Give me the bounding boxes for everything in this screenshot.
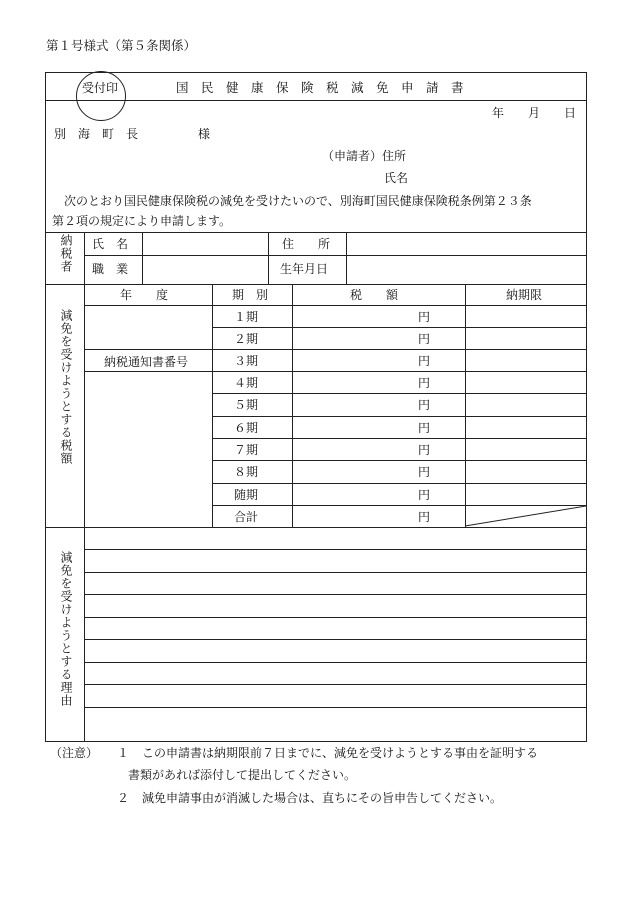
tax-period-label: １期 bbox=[234, 310, 259, 324]
yen-unit: 円 bbox=[418, 398, 431, 412]
yen-unit: 円 bbox=[418, 510, 431, 524]
form-number: 第１号様式（第５条関係） bbox=[46, 38, 197, 53]
form-title: 国 民 健 康 保 険 税 減 免 申 請 書 bbox=[176, 80, 464, 95]
note-1-number: １ bbox=[117, 746, 130, 760]
occupation-label: 職 業 bbox=[92, 262, 129, 276]
birthdate-label: 生年月日 bbox=[280, 262, 329, 276]
tax-period-label: ５期 bbox=[234, 398, 259, 412]
taxpayer-mid-line bbox=[84, 255, 586, 256]
yen-unit: 円 bbox=[418, 443, 431, 457]
yen-unit: 円 bbox=[418, 376, 431, 390]
yen-unit: 円 bbox=[418, 354, 431, 368]
taxpayer-top-line bbox=[46, 232, 586, 233]
tax-section-top-line bbox=[46, 284, 586, 285]
reason-line bbox=[84, 639, 586, 640]
note-2-text: 減免申請事由が消滅した場合は、直ちにその旨申告してください。 bbox=[142, 791, 503, 805]
tax-period-label: ４期 bbox=[234, 376, 259, 390]
reason-line bbox=[84, 617, 586, 618]
tax-period-label: ３期 bbox=[234, 354, 259, 368]
title-divider bbox=[46, 100, 586, 101]
address-label: 住 所 bbox=[282, 237, 331, 251]
yen-unit: 円 bbox=[418, 310, 431, 324]
tax-period-label: 合計 bbox=[234, 510, 259, 524]
tax-period-label: ６期 bbox=[234, 421, 259, 435]
tax-period-label: ２期 bbox=[234, 332, 259, 346]
note-1-line-2: 書類があれば添付して提出してください。 bbox=[128, 768, 357, 782]
note-2-number: ２ bbox=[117, 791, 130, 805]
reason-line bbox=[84, 662, 586, 663]
notes-label: （注意） bbox=[50, 746, 99, 760]
reason-line bbox=[84, 684, 586, 685]
addressee: 別 海 町 長 様 bbox=[54, 127, 211, 141]
tax-period-label: ８期 bbox=[234, 465, 259, 479]
body-text-line-2: 第２項の規定により申請します。 bbox=[52, 214, 232, 228]
applicant-address-label: （申請者）住所 bbox=[322, 149, 407, 163]
taxpayer-side-label: 納税者 bbox=[59, 234, 73, 273]
date-line: 年 月 日 bbox=[492, 106, 577, 120]
yen-unit: 円 bbox=[418, 465, 431, 479]
reason-section-top-line bbox=[46, 527, 586, 528]
yen-unit: 円 bbox=[418, 421, 431, 435]
name-label: 氏 名 bbox=[92, 237, 129, 251]
header-amount: 税 額 bbox=[350, 288, 399, 302]
reason-side-label: 減免を受けようとする理由 bbox=[59, 551, 73, 707]
header-period: 期 別 bbox=[232, 288, 269, 302]
body-text-line-1: 次のとおり国民健康保険税の減免を受けたいので、別海町国民健康保険税条例第２３条 bbox=[52, 194, 532, 208]
tax-period-label: ７期 bbox=[234, 443, 259, 457]
application-form bbox=[45, 72, 587, 742]
reason-line bbox=[84, 549, 586, 550]
reception-stamp-circle bbox=[76, 71, 126, 121]
tax-period-label: 随期 bbox=[234, 488, 259, 502]
tax-section-side-label: 減免を受けようとする税額 bbox=[59, 309, 73, 465]
stamp-label: 受付印 bbox=[82, 81, 119, 95]
deadline-total-slash bbox=[465, 505, 586, 527]
reason-line bbox=[84, 594, 586, 595]
note-1-line-1: この申請書は納期限前７日までに、減免を受けようとする事由を証明する bbox=[142, 746, 539, 760]
reason-line bbox=[84, 572, 586, 573]
yen-unit: 円 bbox=[418, 332, 431, 346]
notice-number-label: 納税通知書番号 bbox=[104, 355, 189, 369]
header-deadline: 納期限 bbox=[506, 288, 543, 302]
reason-line bbox=[84, 707, 586, 708]
header-year: 年 度 bbox=[120, 288, 169, 302]
applicant-name-label: 氏名 bbox=[384, 171, 409, 185]
yen-unit: 円 bbox=[418, 488, 431, 502]
